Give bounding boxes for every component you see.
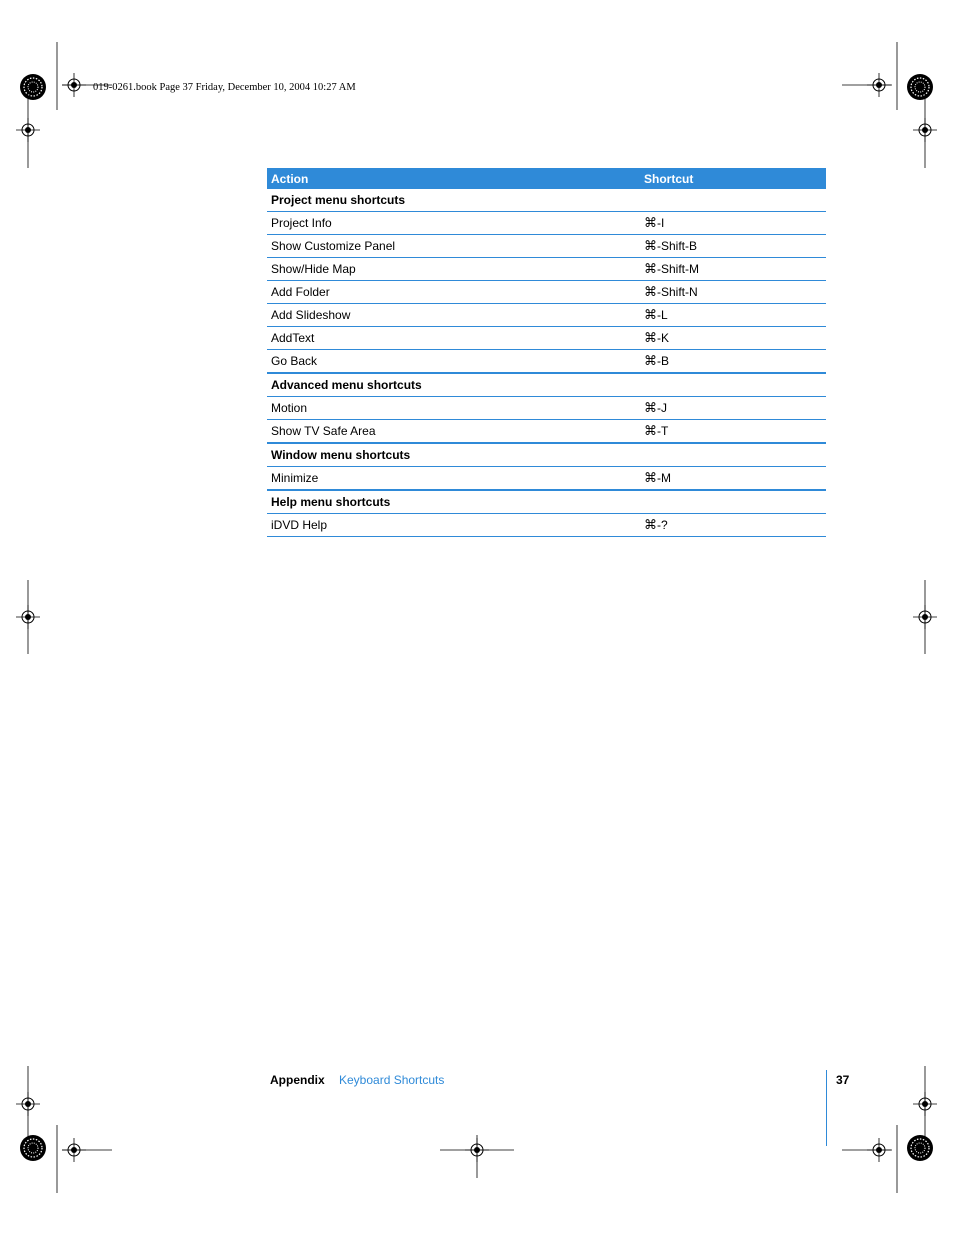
action-cell: Show Customize Panel — [267, 235, 640, 258]
table-row — [267, 304, 826, 327]
shortcut-cell — [640, 350, 826, 374]
shortcut-cell — [640, 281, 826, 304]
shortcut-keys: -K — [657, 330, 669, 345]
command-key-icon: ⌘ — [644, 470, 657, 486]
shortcut-keys: -B — [657, 353, 669, 368]
section-title: Advanced menu shortcuts — [267, 373, 826, 397]
command-key-icon: ⌘ — [644, 423, 657, 439]
section-title: Project menu shortcuts — [267, 189, 826, 212]
shortcut-keys: -Shift-N — [657, 284, 698, 299]
print-slug: 019-0261.book Page 37 Friday, December 10, 2004 10:27 AM — [93, 82, 356, 93]
shortcut-cell — [640, 514, 826, 537]
column-header-action: Action — [267, 168, 640, 189]
action-cell: Add Folder — [267, 281, 640, 304]
section-header-row — [267, 373, 826, 397]
footer-section-label: Appendix — [270, 1073, 325, 1087]
action-cell: iDVD Help — [267, 514, 640, 537]
table-header-row — [267, 168, 826, 189]
table-row — [267, 397, 826, 420]
shortcuts-table-container — [267, 168, 826, 537]
table-row — [267, 258, 826, 281]
command-key-icon: ⌘ — [644, 261, 657, 277]
table-row — [267, 350, 826, 374]
shortcuts-table — [267, 168, 826, 537]
page-number: 37 — [836, 1073, 850, 1087]
shortcut-cell — [640, 212, 826, 235]
shortcut-keys: -L — [657, 307, 668, 322]
table-row — [267, 212, 826, 235]
column-header-shortcut: Shortcut — [640, 168, 826, 189]
table-row — [267, 514, 826, 537]
section-title: Help menu shortcuts — [267, 490, 826, 514]
shortcut-cell — [640, 467, 826, 491]
shortcut-keys: -T — [657, 423, 669, 438]
shortcut-keys: -Shift-M — [657, 261, 699, 276]
table-row — [267, 235, 826, 258]
command-key-icon: ⌘ — [644, 307, 657, 323]
shortcut-keys: -J — [657, 400, 667, 415]
command-key-icon: ⌘ — [644, 238, 657, 254]
shortcut-keys: -? — [657, 517, 668, 532]
command-key-icon: ⌘ — [644, 517, 657, 533]
shortcut-cell — [640, 327, 826, 350]
shortcut-cell — [640, 397, 826, 420]
table-row — [267, 281, 826, 304]
action-cell: Show TV Safe Area — [267, 420, 640, 444]
shortcut-keys: -M — [657, 470, 671, 485]
shortcut-cell — [640, 235, 826, 258]
shortcut-keys: -Shift-B — [657, 238, 698, 253]
action-cell: Motion — [267, 397, 640, 420]
section-header-row — [267, 443, 826, 467]
footer-divider — [826, 1070, 827, 1146]
action-cell: Go Back — [267, 350, 640, 374]
action-cell: Project Info — [267, 212, 640, 235]
shortcut-cell — [640, 304, 826, 327]
action-cell: AddText — [267, 327, 640, 350]
table-row — [267, 327, 826, 350]
command-key-icon: ⌘ — [644, 400, 657, 416]
action-cell: Show/Hide Map — [267, 258, 640, 281]
shortcut-keys: -I — [657, 215, 665, 230]
footer-chapter-title: Keyboard Shortcuts — [339, 1073, 445, 1087]
section-title: Window menu shortcuts — [267, 443, 826, 467]
command-key-icon: ⌘ — [644, 284, 657, 300]
section-header-row — [267, 490, 826, 514]
command-key-icon: ⌘ — [644, 215, 657, 231]
shortcut-cell — [640, 420, 826, 444]
command-key-icon: ⌘ — [644, 330, 657, 346]
action-cell: Minimize — [267, 467, 640, 491]
table-row — [267, 467, 826, 491]
shortcut-cell — [640, 258, 826, 281]
section-header-row — [267, 189, 826, 212]
command-key-icon: ⌘ — [644, 353, 657, 369]
action-cell: Add Slideshow — [267, 304, 640, 327]
table-row — [267, 420, 826, 444]
